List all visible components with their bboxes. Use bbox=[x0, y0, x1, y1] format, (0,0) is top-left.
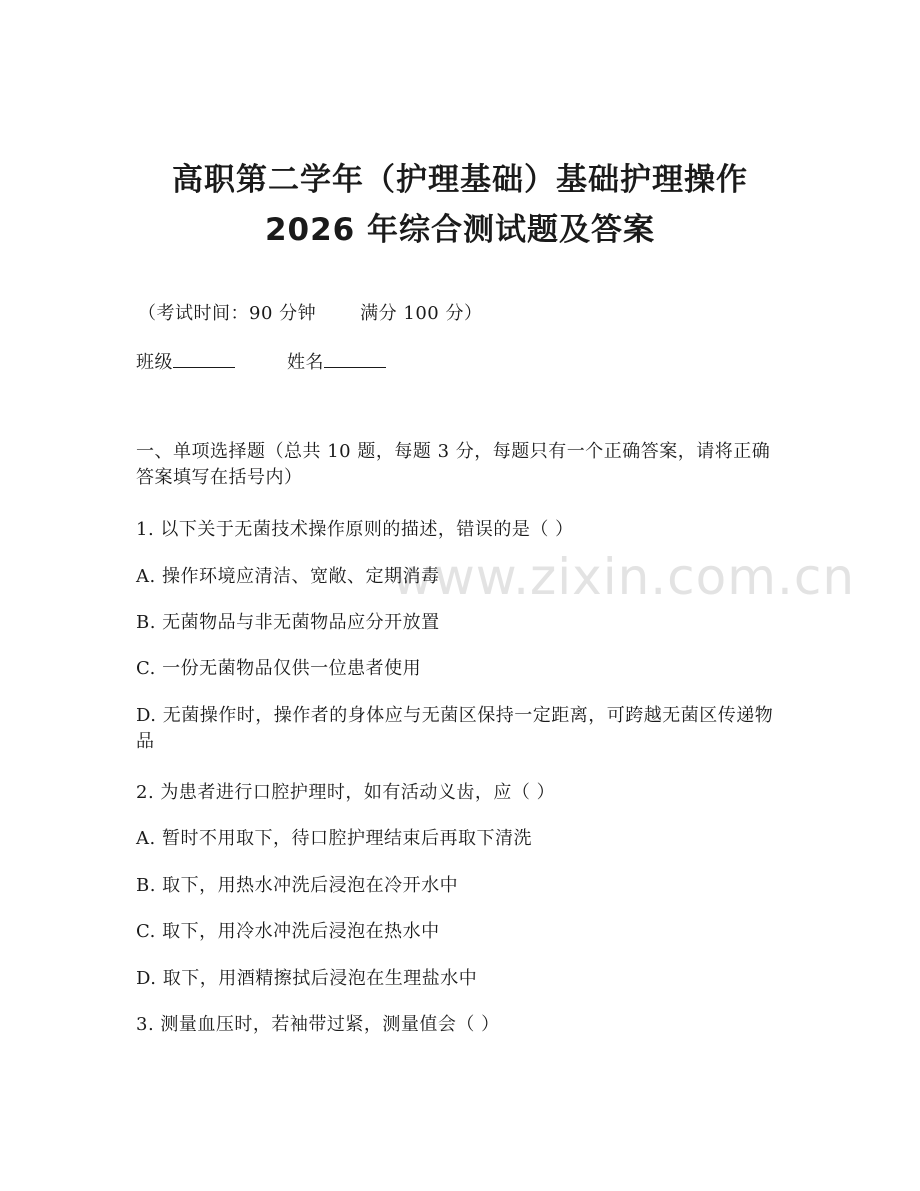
question-2-stem: 2. 为患者进行口腔护理时，如有活动义齿，应（ ） bbox=[136, 782, 556, 803]
name-blank bbox=[324, 349, 386, 368]
exam-info bbox=[138, 301, 482, 327]
question-2-option-b: B. 取下，用热水冲洗后浸泡在冷开水中 bbox=[136, 875, 459, 896]
document-title-line-1: 高职第二学年（护理基础）基础护理操作 bbox=[172, 162, 748, 198]
question-1-stem: 1. 以下关于无菌技术操作原则的描述，错误的是（ ） bbox=[136, 519, 574, 540]
exam-time: （考试时间：90 分钟 bbox=[138, 303, 317, 324]
document-title-line-2: 2026 年综合测试题及答案 bbox=[264, 212, 656, 248]
watermark: www.zixin.com.cn bbox=[392, 548, 856, 606]
section-heading: 一、单项选择题（总共 10 题，每题 3 分，每题只有一个正确答案，请将正确答案填写在括号内） bbox=[136, 441, 771, 488]
student-info bbox=[136, 349, 386, 376]
question-3-stem: 3. 测量血压时，若袖带过紧，测量值会（ ） bbox=[136, 1014, 500, 1035]
question-1-option-d: D. 无菌操作时，操作者的身体应与无菌区保持一定距离，可跨越无菌区传递物品 bbox=[136, 705, 774, 752]
class-blank bbox=[173, 349, 235, 368]
question-1-option-b: B. 无菌物品与非无菌物品应分开放置 bbox=[136, 612, 440, 633]
question-1-option-c: C. 一份无菌物品仅供一位患者使用 bbox=[136, 658, 422, 679]
question-1-option-a: A. 操作环境应清洁、宽敞、定期消毒 bbox=[136, 566, 440, 587]
question-2-option-a: A. 暂时不用取下，待口腔护理结束后再取下清洗 bbox=[136, 828, 532, 849]
name-label: 姓名 bbox=[287, 352, 324, 373]
question-2-option-d: D. 取下，用酒精擦拭后浸泡在生理盐水中 bbox=[136, 968, 478, 989]
class-label: 班级 bbox=[136, 352, 173, 373]
question-2-option-c: C. 取下，用冷水冲洗后浸泡在热水中 bbox=[136, 921, 440, 942]
exam-score: 满分 100 分） bbox=[360, 303, 483, 324]
